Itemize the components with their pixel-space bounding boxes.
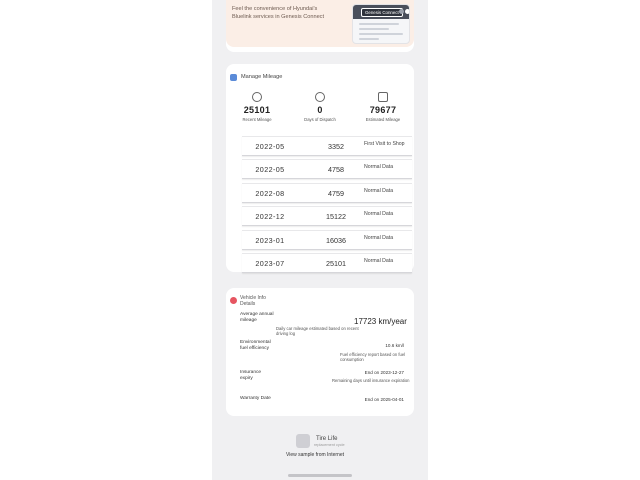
stat-label: Days of Dispatch [304,117,336,122]
fuel-efficiency-label: Environmental fuel efficiency [240,340,271,351]
row-date: 2022-05 [255,142,285,151]
stat-value: 79677 [369,105,397,115]
row-note: Normal Data [364,211,394,218]
insurance-label: Insurance expiry [240,370,262,381]
table-row[interactable] [242,230,412,250]
tire-life-sub: replacement cycle [314,443,345,447]
promo-banner[interactable] [226,0,414,47]
calendar-icon [378,92,388,102]
stat-recent-mileage [226,92,288,122]
table-row[interactable] [242,159,412,179]
row-note: First Visit to Shop [364,141,405,147]
row-note: Normal Data [364,257,394,264]
row-date: 2023-01 [255,235,285,245]
row-date: 2022-12 [255,212,285,222]
avg-mileage-label: Average annual mileage [240,312,274,323]
row-date: 2022-05 [255,165,285,175]
mileage-card [226,64,414,272]
row-km: 16036 [326,235,346,245]
row-km: 15122 [326,212,346,222]
timer-icon [315,92,325,102]
stat-label: Recent Mileage [242,117,272,122]
mileage-table [242,136,412,276]
row-km: 25101 [326,258,346,268]
table-row[interactable] [242,183,412,203]
row-date: 2022-08 [255,188,285,198]
view-sample-link[interactable]: View sample from Internet [286,452,344,458]
table-row[interactable] [242,136,412,156]
gauge-icon [252,92,262,102]
tire-icon [296,434,310,448]
home-indicator[interactable] [288,474,352,477]
phone-screen [212,0,428,480]
warranty-value: End on 2025-04-01 [364,397,404,402]
row-date: 2023-07 [255,258,285,268]
mileage-icon [230,74,237,81]
stat-dispatch-days [289,92,351,122]
vehicle-info-card [226,288,414,416]
tire-life-label: Tire Life [316,436,338,442]
row-km: 4759 [328,188,344,198]
avg-mileage-value: 17723 km/year [354,317,407,326]
row-note: Normal Data [364,234,394,241]
heart-icon [230,297,237,304]
promo-text: Feel the convenience of Hyundai's Bluelink services in Genesis Connect [232,6,325,20]
promo-card[interactable] [226,0,414,52]
vehicle-info-title: Vehicle Info [240,295,266,301]
stat-value: 0 [317,105,323,115]
table-row[interactable] [242,253,412,273]
avg-mileage-note: Daily car mileage estimated based on recent driving log [276,326,359,337]
mileage-title: Manage Mileage [241,74,283,80]
stat-value: 25101 [243,105,271,115]
row-note: Normal Data [364,187,394,194]
insurance-value: End on 2023-12-27 [364,370,404,375]
row-km: 3352 [328,142,344,151]
vehicle-info-subtitle: Details [240,300,256,307]
stat-label: Estimated Mileage [365,117,401,122]
insurance-note: Remaining days until insurance expiration [332,378,410,383]
fuel-efficiency-value: 10.6 km/l [385,343,404,348]
row-km: 4758 [328,165,344,175]
vehicle-info-header [230,296,266,308]
promo-screenshot-tag: Genesis Connect [361,8,403,17]
table-row[interactable] [242,206,412,226]
mileage-header [230,72,282,82]
stat-estimated-mileage [352,92,414,122]
mileage-stats [226,92,414,126]
warranty-label: Warranty Date [240,396,271,401]
fuel-efficiency-note: Fuel efficiency report based on fuel consumption [340,352,406,363]
row-note: Normal Data [364,164,394,171]
promo-screenshot [352,4,410,44]
